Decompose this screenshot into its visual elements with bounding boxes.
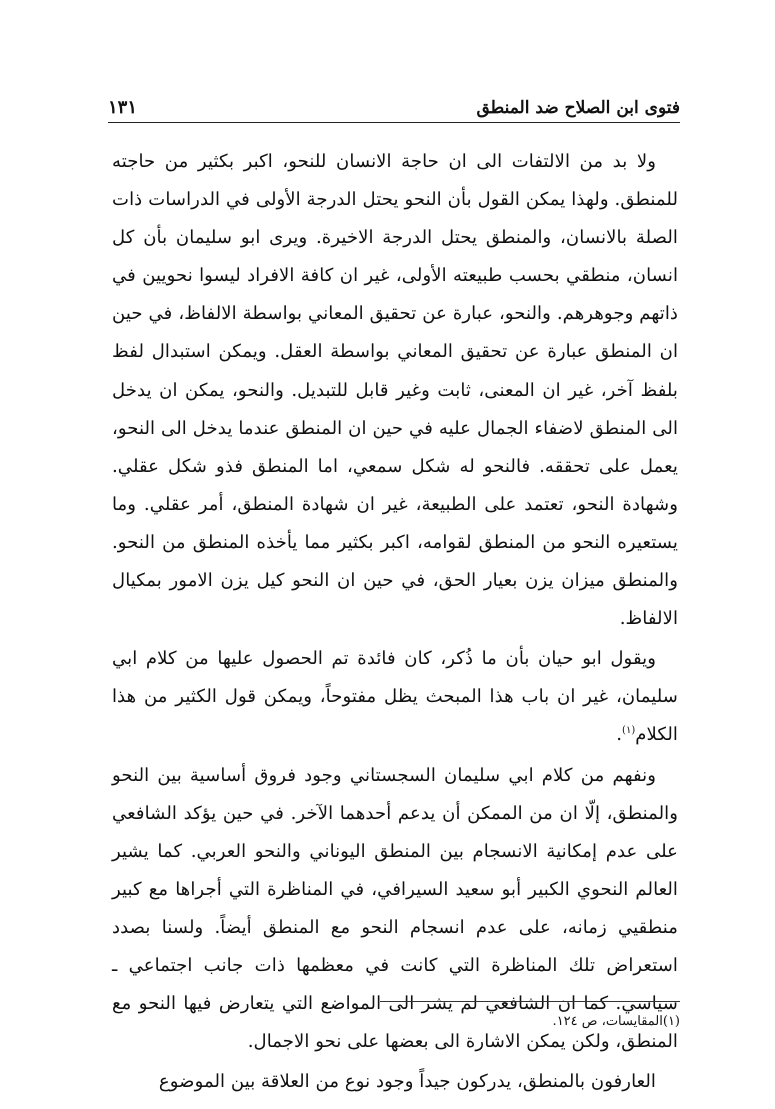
paragraph-end-punctuation: . (616, 724, 623, 746)
running-head (108, 88, 680, 118)
paragraph (112, 640, 678, 754)
footnote: (١)المقايسات، ص ١٢٤. (552, 1014, 680, 1029)
paragraph: العارفون بالمنطق، يدركون جيداً وجود نوع من العلاقة بين الموضوع (158, 1071, 656, 1093)
paragraph: ولا بد من الالتفات الى ان حاجة الانسان للنحو، اكبر بكثير من حاجته للمنطق. ولهذا يمكن القول بأن النحو يحتل الدرجة الأولى في الدراسات ذات الصلة بالانسان، والمنطق يحتل الدرجة الاخيرة. ويرى ابو سليمان بأن كل انسان، منطقي بحسب طبيعته الأولى، غير ان كافة الافراد ليسوا نحويين في ذاتهم وجوهرهم. والنحو، عبارة عن تحقيق المعاني بواسطة الالفاظ، في حين ان المنطق عبارة عن تحقيق المعاني بواسطة العقل. ويمكن استبدال لفظ بلفظ آخر، غير ان المعنى، ثابت وغير قابل للتبديل. والنحو، يمكن ان يدخل الى المنطق لاضفاء الجمال عليه في حين ان المنطق عندما يدخل الى النحو، يعمل على تحققه. فالنحو له شكل سمعي، اما المنطق فذو شكل عقلي. وشهادة النحو، تعتمد على الطبيعة، غير ان شهادة المنطق، أمر عقلي. وما يستعيره النحو من المنطق لقوامه، اكبر بكثير مما يأخذه المنطق من النحو. والمنطق ميزان يزن بعيار الحق، في حين ان النحو كيل يزن الامور بمكيال الالفاظ. (112, 151, 678, 630)
running-title: فتوى ابن الصلاح ضد المنطق (476, 98, 680, 118)
body-text (112, 143, 678, 1101)
page-number: ١٣١ (108, 97, 138, 118)
footnote-reference[interactable]: (١) (622, 725, 636, 737)
paragraph: ونفهم من كلام ابي سليمان السجستاني وجود فروق أساسية بين النحو والمنطق، إلّا ان من الممكن أن يدعم أحدهما الآخر. في حين يؤكد الشافعي على عدم إمكانية الانسجام بين المنطق اليوناني والنحو العربي. كما يشير العالم النحوي الكبير أبو سعيد السيرافي، في المناظرة التي أجراها مع كبير منطقيي زمانه، على عدم انسجام النحو مع المنطق أيضاً. ولسنا بصدد استعراض تلك المناظرة التي كانت في معظمها ذات جانب اجتماعي ـ سياسي. كما ان الشافعي لم يشر الى المواضع التي يتعارض فيها النحو مع المنطق، ولكن يمكن الاشارة الى بعضها على نحو الاجمال. (112, 764, 678, 1053)
paragraph-text: ويقول ابو حيان بأن ما ذُكر، كان فائدة تم الحصول عليها من كلام ابي سليمان، غير ان باب هذا المبحث يظل مفتوحاً، ويمكن قول الكثير من هذا الكلام (112, 648, 678, 746)
header-rule (108, 122, 680, 123)
footnote-rule (380, 1001, 680, 1002)
